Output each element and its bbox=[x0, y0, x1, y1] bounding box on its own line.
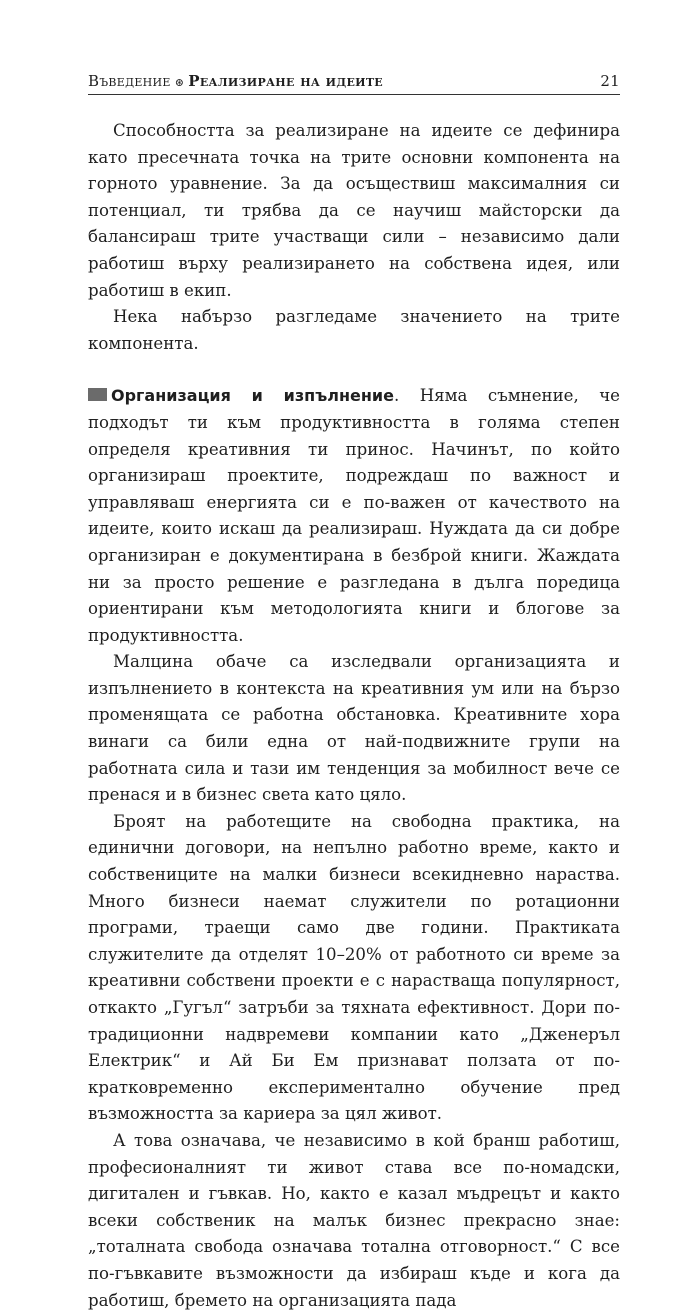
header-title bbox=[88, 72, 383, 90]
body-text bbox=[88, 118, 620, 1314]
running-header bbox=[88, 72, 620, 95]
paragraph-1: Способността за реализиране на идеите се дефинира като пресечната точка на трите основни компонента на горното уравнение. За да осъществиш максималния си потенциал, ти трябва да се научиш майсторски да балансираш трите участващи сили – независимо дали работиш върху реализирането на собствена идея, или работиш в екип. bbox=[88, 121, 620, 300]
header-separator: ⊛ bbox=[174, 76, 185, 89]
paragraph-3: Малцина обаче са изследвали организацията и изпълнението в контекста на креативния ум или на бързо променящата се работна обстановка. Креативните хора винаги са били една от най-подвижните групи на работната сила и тази им тенденция за мобилност вече се пренася и в бизнес света като цяло. bbox=[88, 652, 620, 805]
page-number: 21 bbox=[600, 72, 620, 90]
section-text: . Няма съмнение, че подходът ти към продуктивността в голяма степен определя креативния ти принос. Начинът, по който организираш проектите, подреждаш по важност и управляваш енергията си е по-важен от качеството на идеите, които искаш да реализираш. Нуждата да си добре организиран е документирана в безброй книги. Жаждата ни за просто решение е разгледана в дълга поредица ориентирани към методологията книги и блогове за продуктивността. bbox=[88, 386, 621, 645]
section-heading: Организация и изпълнение bbox=[111, 386, 394, 406]
paragraph-4: Броят на работещите на свободна практика, на единични договори, на непълно работно време, както и собствениците на малки бизнеси всекидневно нараства. Много бизнеси наемат служители по ротационни програми, траещи само две години. Практиката служителите да отделят 10–20% от работното си време за креативни собствени проекти е с нарастваща популярност, откакто „Гугъл“ затръби за тяхната ефективност. Дори по-традиционни надвремеви компании като „Дженеръл Електрик“ и Ай Би Ем признават ползата от по-кратковременно експериментално обучение пред възможността за кариера за цял живот. bbox=[88, 811, 620, 1124]
header-chapter: Реализиране на идеите bbox=[188, 72, 383, 90]
section-marker-square bbox=[88, 388, 107, 401]
header-section: Въведение bbox=[88, 72, 171, 90]
paragraph-2: Нека набързо разгледаме значението на трите компонента. bbox=[88, 307, 620, 353]
paragraph-5: А това означава, че независимо в кой бранш работиш, професионалният ти живот става все по-номадски, дигитален и гъвкав. Но, както е казал мъдрецът и както всеки собственик на малък бизнес прекрасно знае: „тоталната свобода означава тотална отговорност.“ С все по-гъвкавите възможности да избираш къде и кога да работиш, бремето на организацията пада bbox=[88, 1130, 620, 1310]
section-paragraph bbox=[88, 383, 620, 649]
